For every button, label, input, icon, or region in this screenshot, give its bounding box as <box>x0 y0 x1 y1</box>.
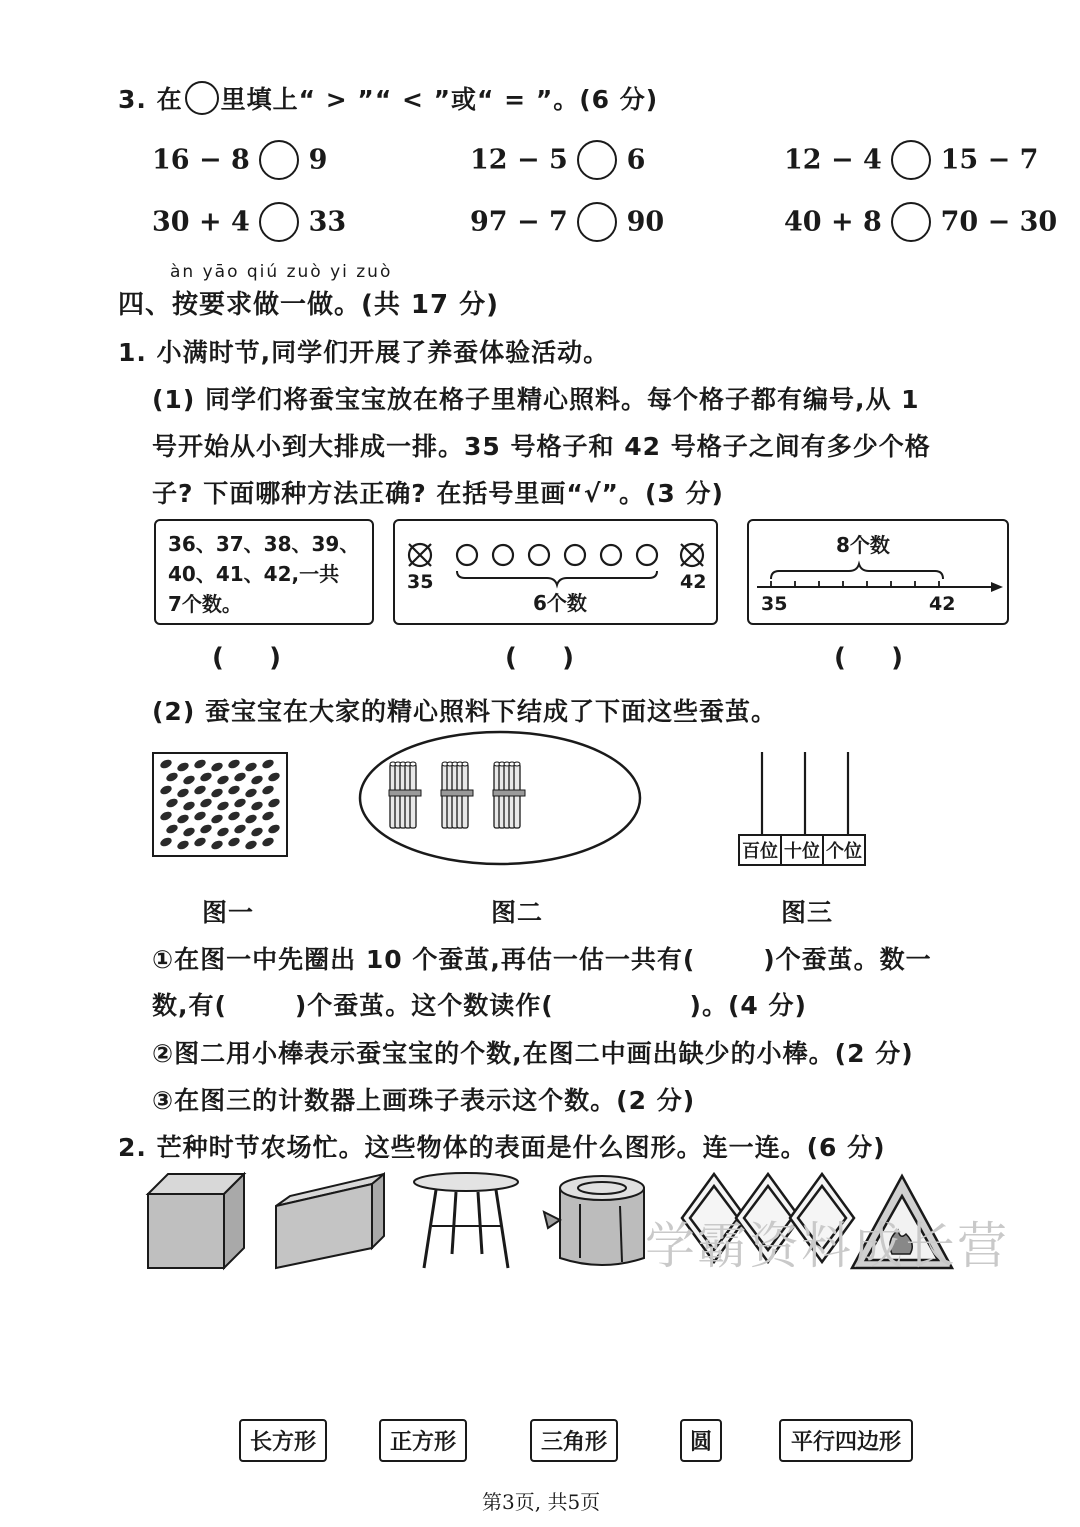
shape-label-circle[interactable]: 圆 <box>680 1419 722 1462</box>
problem1-sub1-line2: 号开始从小到大排成一排。35 号格子和 42 号格子之间有多少个格 <box>152 432 931 461</box>
abacus-rods <box>738 752 872 834</box>
cocoon-icon <box>233 797 247 809</box>
stick-bundle-icon <box>389 762 421 828</box>
answer-circle-icon[interactable] <box>577 140 617 180</box>
compare-item-2 <box>470 140 645 180</box>
sub2-question1-line2: 数,有( )个蚕茧。这个数读作( )。(4 分) <box>152 991 807 1020</box>
stump-icon <box>544 1176 644 1265</box>
abacus-base <box>738 834 866 866</box>
cocoon-icon <box>250 800 264 812</box>
cocoon-icon <box>199 797 213 809</box>
compare-left: 16 − 8 <box>152 144 250 176</box>
shape-label-square[interactable]: 正方形 <box>379 1419 467 1462</box>
section4-pinyin: àn yāo qiú zuò yi zuò <box>170 262 393 282</box>
answer-paren-3[interactable]: ( ) <box>834 643 904 673</box>
watermark: 学霸资料成长营 <box>645 1217 1009 1275</box>
problem1-sub1-line1: (1) 同学们将蚕宝宝放在格子里精心照料。每个格子都有编号,从 1 <box>152 385 920 414</box>
answer-circle-icon[interactable] <box>891 202 931 242</box>
compare-item-5 <box>470 202 664 242</box>
cocoon-icon <box>261 784 275 796</box>
shape-label-rectangle[interactable]: 长方形 <box>239 1419 327 1462</box>
cocoon-icon <box>261 836 275 848</box>
cocoon-icon <box>244 813 258 825</box>
compare-item-3 <box>784 140 1038 180</box>
method-box-1-line: 7个数。 <box>168 592 242 616</box>
q3-title-pre: 3. 在 <box>118 85 183 114</box>
compare-left: 12 − 4 <box>784 144 882 176</box>
compare-right: 6 <box>626 144 646 176</box>
cocoon-icon <box>216 826 230 838</box>
cocoon-icon <box>210 813 224 825</box>
cocoon-icon <box>216 774 230 786</box>
cocoon-icon <box>261 810 275 822</box>
number-line <box>749 521 1007 621</box>
box3-start-label: 35 <box>761 593 788 615</box>
figure1-cocoons <box>152 752 288 857</box>
cocoon-icon <box>244 839 258 851</box>
compare-right: 70 − 30 <box>940 206 1058 238</box>
method-box-3 <box>747 519 1009 625</box>
cocoon-icon <box>244 787 258 799</box>
abacus-label-hundreds: 百位 <box>740 836 782 864</box>
cocoon-cluster <box>154 754 285 854</box>
cocoon-icon <box>227 784 241 796</box>
box3-count-label: 8个数 <box>836 533 890 557</box>
answer-circle-icon[interactable] <box>577 202 617 242</box>
brace-icon <box>457 571 657 585</box>
arrow-head-icon <box>991 582 1003 592</box>
cocoon-icon <box>199 823 213 835</box>
cocoon-icon <box>210 761 224 773</box>
compare-item-6 <box>784 202 1057 242</box>
cocoon-icon <box>176 761 190 773</box>
board-icon <box>276 1174 384 1268</box>
cocoon-icon <box>159 810 173 822</box>
cocoon-icon <box>182 774 196 786</box>
sub2-question3: ③在图三的计数器上画珠子表示这个数。(2 分) <box>152 1086 696 1115</box>
cocoon-icon <box>199 771 213 783</box>
stick-bundle-icon <box>493 762 525 828</box>
method-box-1-line: 36、37、38、39、 <box>168 532 360 556</box>
method-box-2 <box>393 519 718 625</box>
figure3-caption: 图三 <box>781 898 834 927</box>
cocoon-icon <box>176 839 190 851</box>
cocoon-icon <box>165 771 179 783</box>
cocoon-icon <box>227 810 241 822</box>
compare-left: 97 − 7 <box>470 206 568 238</box>
cocoon-icon <box>159 784 173 796</box>
compare-left: 12 − 5 <box>470 144 568 176</box>
problem2-title: 2. 芒种时节农场忙。这些物体的表面是什么图形。连一连。(6 分) <box>118 1133 886 1162</box>
cocoon-icon <box>176 787 190 799</box>
brace-icon <box>771 564 943 579</box>
box3-end-label: 42 <box>929 593 956 615</box>
compare-item-1 <box>152 140 327 180</box>
cocoon-icon <box>244 761 258 773</box>
compare-right: 90 <box>626 206 665 238</box>
box2-start-label: 35 <box>407 571 434 593</box>
cocoon-icon <box>176 813 190 825</box>
cocoon-icon <box>250 774 264 786</box>
method-box-1 <box>154 519 374 625</box>
cocoon-icon <box>210 839 224 851</box>
compare-left: 30 + 4 <box>152 206 250 238</box>
cocoon-icon <box>182 800 196 812</box>
answer-circle-icon[interactable] <box>259 140 299 180</box>
crossed-circle-icon <box>409 544 431 566</box>
section4-title: 四、按要求做一做。(共 17 分) <box>118 290 500 320</box>
cube-icon <box>148 1174 244 1268</box>
abacus-label-tens: 十位 <box>782 836 824 864</box>
abacus-label-ones: 个位 <box>826 841 862 862</box>
compare-right: 15 − 7 <box>940 144 1039 176</box>
sub2-question2: ②图二用小棒表示蚕宝宝的个数,在图二中画出缺少的小棒。(2 分) <box>152 1039 914 1068</box>
table-icon <box>414 1173 518 1268</box>
answer-paren-2[interactable]: ( ) <box>505 643 575 673</box>
compare-right: 9 <box>308 144 328 176</box>
q3-title <box>118 80 658 116</box>
cocoon-icon <box>159 758 173 770</box>
crossed-circle-icon <box>681 544 703 566</box>
cocoon-icon <box>267 797 281 809</box>
cocoon-icon <box>227 758 241 770</box>
circle-row <box>457 545 657 565</box>
method-box-1-line: 40、41、42,一共 <box>168 562 340 586</box>
cocoon-icon <box>267 823 281 835</box>
cocoon-icon <box>193 810 207 822</box>
sub2-question1-line1: ①在图一中先圈出 10 个蚕茧,再估一估一共有( )个蚕茧。数一 <box>152 945 932 974</box>
compare-item-4 <box>152 202 346 242</box>
shape-label-parallelogram[interactable]: 平行四边形 <box>779 1419 913 1462</box>
compare-right: 33 <box>308 206 347 238</box>
figure2-caption: 图二 <box>491 898 544 927</box>
cocoon-icon <box>193 758 207 770</box>
answer-circle-icon[interactable] <box>891 140 931 180</box>
cocoon-icon <box>250 826 264 838</box>
cocoon-icon <box>182 826 196 838</box>
problem1-sub2-title: (2) 蚕宝宝在大家的精心照料下结成了下面这些蚕茧。 <box>152 697 777 726</box>
cocoon-icon <box>227 836 241 848</box>
cocoon-icon <box>159 836 173 848</box>
answer-circle-icon <box>185 81 219 115</box>
cocoon-icon <box>210 787 224 799</box>
cocoon-icon <box>165 823 179 835</box>
answer-circle-icon[interactable] <box>259 202 299 242</box>
stick-bundle-icon <box>441 762 473 828</box>
figure3-abacus <box>738 752 872 862</box>
compare-left: 40 + 8 <box>784 206 882 238</box>
cocoon-icon <box>261 758 275 770</box>
q3-title-post: 里填上“ > ”“ < ”或“ = ”。(6 分) <box>220 85 659 114</box>
cocoon-icon <box>233 771 247 783</box>
page-footer: 第3页, 共5页 <box>482 1490 601 1514</box>
problem1-title: 1. 小满时节,同学们开展了养蚕体验活动。 <box>118 338 610 367</box>
cocoon-icon <box>193 784 207 796</box>
shape-label-triangle[interactable]: 三角形 <box>530 1419 618 1462</box>
answer-paren-1[interactable]: ( ) <box>212 643 282 673</box>
box2-count-label: 6个数 <box>533 591 587 615</box>
cocoon-icon <box>233 823 247 835</box>
cocoon-icon <box>216 800 230 812</box>
figure2-sticks <box>356 728 646 868</box>
box2-end-label: 42 <box>680 571 707 593</box>
cocoon-icon <box>193 836 207 848</box>
cocoon-icon <box>267 771 281 783</box>
cocoon-icon <box>165 797 179 809</box>
figure1-caption: 图一 <box>202 898 255 927</box>
problem1-sub1-line3: 子? 下面哪种方法正确? 在括号里画“√”。(3 分) <box>152 479 724 508</box>
